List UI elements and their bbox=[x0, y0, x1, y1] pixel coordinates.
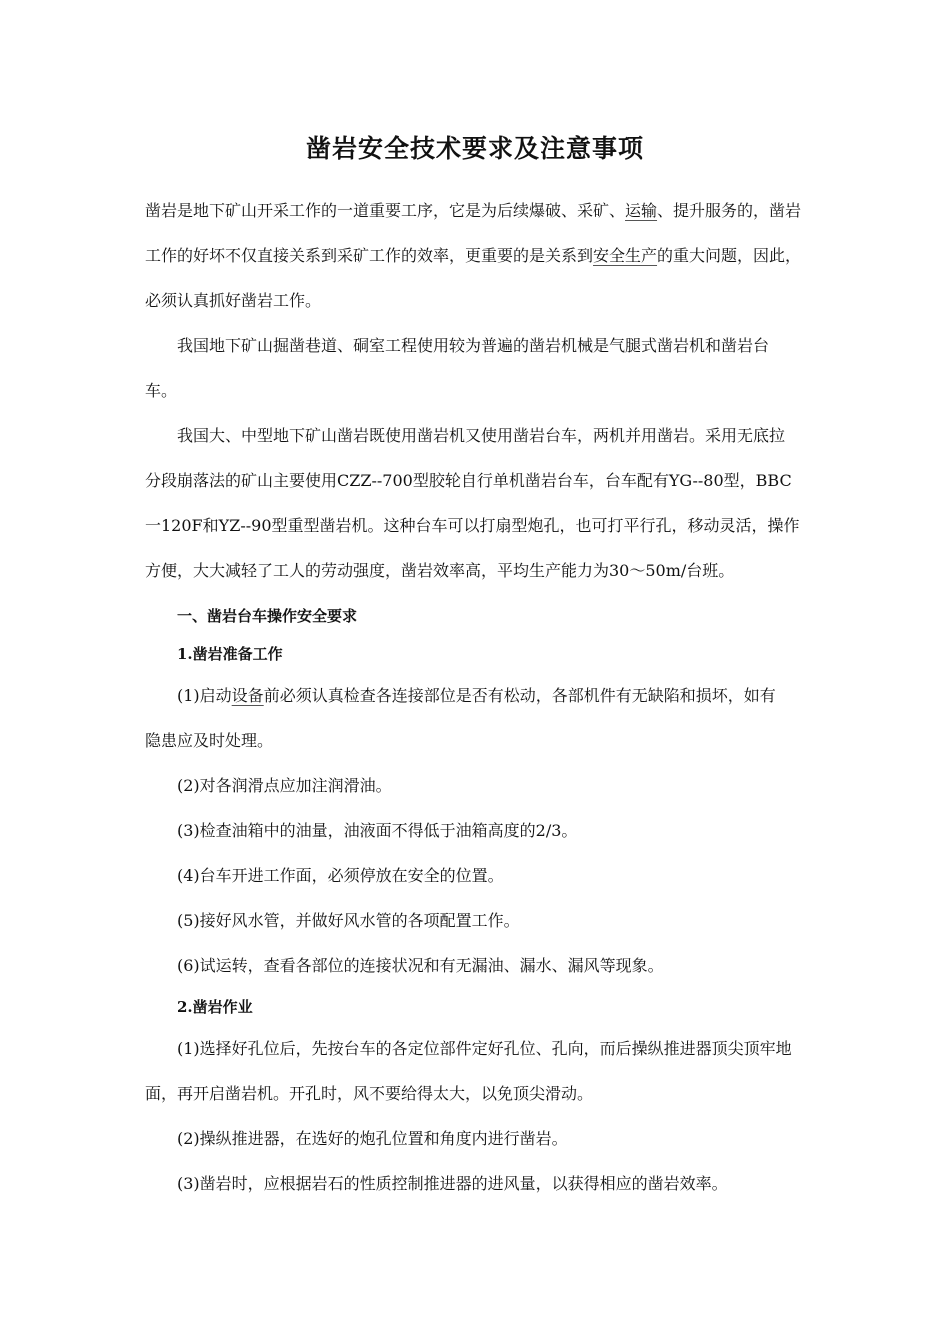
intro-line-2 bbox=[145, 233, 805, 278]
drill-item-1-line-1: (1)选择好孔位后，先按台车的各定位部件定好孔位、孔向，而后操纵推进器顶尖顶牢地 bbox=[177, 1039, 792, 1058]
paragraph-2-line-2: 车。 bbox=[145, 381, 178, 400]
document-body bbox=[145, 188, 805, 1206]
item-text: 前必须认真检查各连接部位是否有松动，各部机件有无缺陷和损坏，如有 bbox=[263, 686, 776, 705]
transport-link[interactable]: 运输 bbox=[625, 201, 658, 220]
intro-text: 凿岩是地下矿山开采工作的一道重要工序，它是为后续爆破、采矿、 bbox=[145, 201, 626, 220]
prep-item-1-line-2: 隐患应及时处理。 bbox=[145, 731, 274, 750]
drill-item-1 bbox=[145, 1026, 805, 1116]
prep-item-1-line-1 bbox=[145, 673, 805, 718]
equipment-link[interactable]: 设备 bbox=[231, 686, 264, 705]
prep-item-3: (3)检查油箱中的油量，油液面不得低于油箱高度的2/3。 bbox=[177, 821, 578, 840]
intro-line-3: 必须认真抓好凿岩工作。 bbox=[145, 291, 322, 310]
intro-line-1 bbox=[145, 188, 805, 233]
prep-item-5: (5)接好风水管，并做好风水管的各项配置工作。 bbox=[177, 911, 520, 930]
paragraph-2 bbox=[145, 323, 805, 413]
drill-item-1-line-2: 面，再开启凿岩机。开孔时，风不要给得太大，以免顶尖滑动。 bbox=[145, 1084, 594, 1103]
prep-item-6: (6)试运转，查看各部位的连接状况和有无漏油、漏水、漏风等现象。 bbox=[177, 956, 664, 975]
document-title: 凿岩安全技术要求及注意事项 bbox=[305, 134, 644, 163]
paragraph-3-line-4: 方便，大大减轻了工人的劳动强度，凿岩效率高，平均生产能力为30～50m/台班。 bbox=[145, 561, 735, 580]
prep-item-2: (2)对各润滑点应加注润滑油。 bbox=[177, 776, 392, 795]
paragraph-2-line-1: 我国地下矿山掘凿巷道、硐室工程使用较为普遍的凿岩机械是气腿式凿岩机和凿岩台 bbox=[177, 336, 770, 355]
subsection-1-heading: 1.凿岩准备工作 bbox=[177, 645, 283, 663]
intro-text: 的重大问题，因此， bbox=[657, 246, 802, 265]
paragraph-3-line-3: 一120F和YZ--90型重型凿岩机。这种台车可以打扇型炮孔，也可打平行孔，移动灵活，操作 bbox=[145, 516, 800, 535]
intro-text: 、提升服务的，凿岩 bbox=[657, 201, 802, 220]
section-1-heading: 一、凿岩台车操作安全要求 bbox=[177, 607, 358, 625]
item-text: (1)启动 bbox=[177, 686, 232, 705]
drill-item-2: (2)操纵推进器，在选好的炮孔位置和角度内进行凿岩。 bbox=[177, 1129, 568, 1148]
subsection-2-heading: 2.凿岩作业 bbox=[177, 998, 253, 1016]
paragraph-3-line-1: 我国大、中型地下矿山凿岩既使用凿岩机又使用凿岩台车，两机并用凿岩。采用无底拉 bbox=[177, 426, 786, 445]
safety-production-link[interactable]: 安全生产 bbox=[593, 246, 658, 265]
drill-item-3: (3)凿岩时，应根据岩石的性质控制推进器的进风量，以获得相应的凿岩效率。 bbox=[177, 1174, 728, 1193]
intro-paragraph bbox=[145, 188, 805, 323]
paragraph-3 bbox=[145, 413, 805, 593]
paragraph-3-line-2: 分段崩落法的矿山主要使用CZZ--700型胶轮自行单机凿岩台车，台车配有YG--80型，BBC bbox=[145, 471, 792, 490]
prep-item-1 bbox=[145, 673, 805, 763]
intro-text: 工作的好坏不仅直接关系到采矿工作的效率，更重要的是关系到 bbox=[145, 246, 594, 265]
prep-item-4: (4)台车开进工作面，必须停放在安全的位置。 bbox=[177, 866, 504, 885]
